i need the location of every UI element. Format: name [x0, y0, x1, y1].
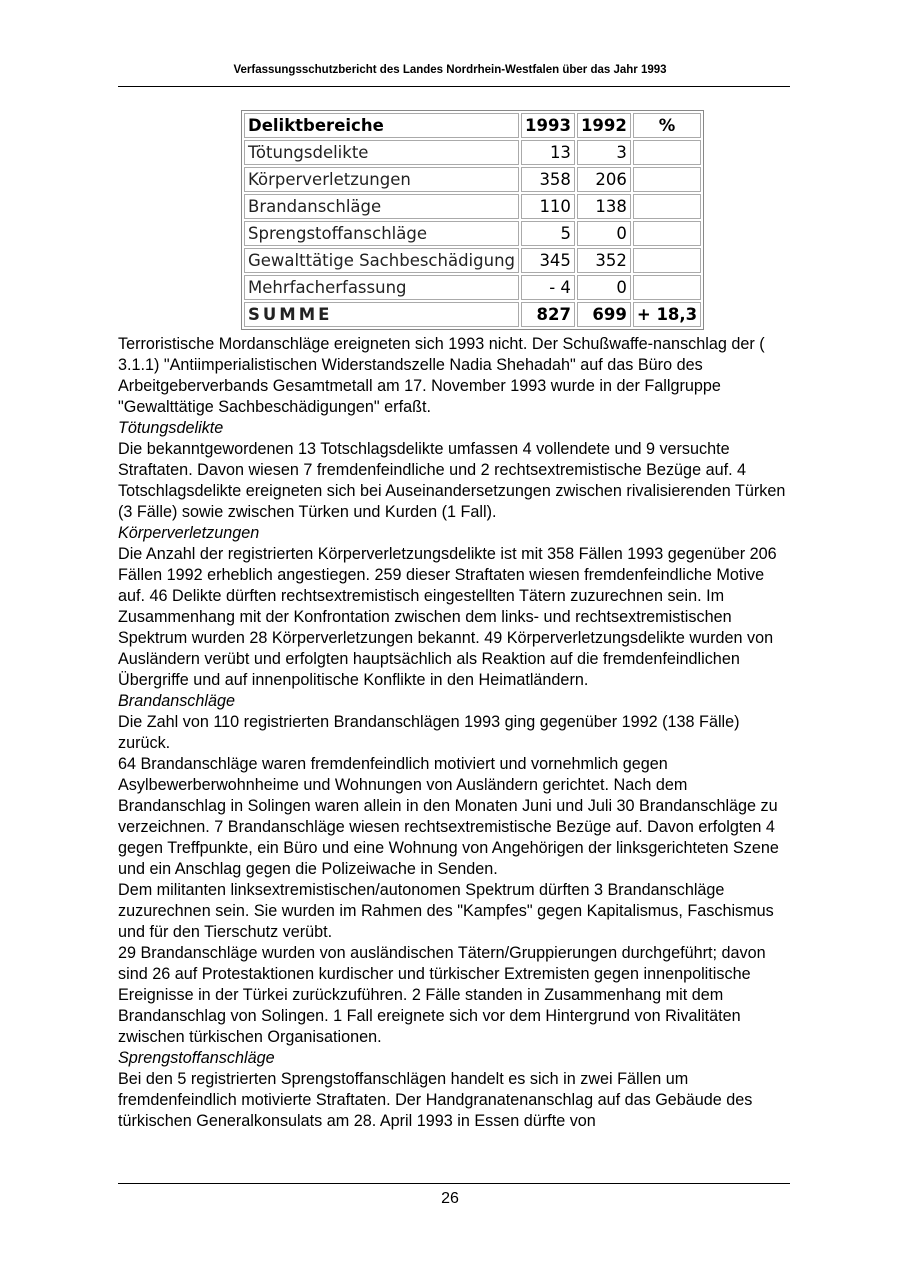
paragraph: Dem militanten linksextremistischen/autonomen Spektrum dürften 3 Brandanschläge zuzurechnen sein. Sie wurden im Rahmen des "Kampfes" gegen Kapitalismus, Faschismus und für den Tierschutz verübt.: [118, 881, 774, 941]
value-1992-cell: 352: [577, 248, 631, 273]
section-heading: Brandanschläge: [118, 692, 235, 710]
paragraph: Terroristische Mordanschläge ereigneten sich 1993 nicht. Der Schußwaffe-nanschlag der ( 3.1.1) "Antiimperialistischen Widerstandszelle Nadia Shehadah" auf das Büro des Arbeitgeberverbands Gesamtmetall am 17. November 1993 wurde in der Fallgruppe "Gewalttätige Sachbeschädigungen" erfaßt.: [118, 335, 765, 416]
value-1992-cell: 0: [577, 275, 631, 300]
statistics-table: [241, 110, 704, 330]
category-cell: Gewalttätige Sachbeschädigung: [244, 248, 519, 273]
value-1993-cell: 5: [521, 221, 575, 246]
table-row: [244, 194, 701, 219]
table-header-cell: %: [633, 113, 701, 138]
value-1992-cell: 0: [577, 221, 631, 246]
value-1993-cell: 345: [521, 248, 575, 273]
sum-percent-cell: + 18,3: [633, 302, 701, 327]
table-row: [244, 248, 701, 273]
category-cell: Sprengstoffanschläge: [244, 221, 519, 246]
table-header-row: [244, 113, 701, 138]
paragraph: 29 Brandanschläge wurden von ausländischen Tätern/Gruppierungen durchgeführt; davon sind 26 auf Protestaktionen kurdischer und türkischer Extremisten gegen innenpolitische Ereignisse in der Türkei zurückzuführen. 2 Fälle standen in Zusammenhang mit dem Brandanschlag von Solingen. 1 Fall ereignete sich vor dem Hintergrund von Rivalitäten zwischen türkischen Organisationen.: [118, 944, 766, 1046]
header-divider: [118, 86, 790, 87]
table-row: [244, 221, 701, 246]
percent-cell: [633, 140, 701, 165]
value-1993-cell: - 4: [521, 275, 575, 300]
table-header-cell: 1992: [577, 113, 631, 138]
percent-cell: [633, 275, 701, 300]
sum-1992-cell: 699: [577, 302, 631, 327]
value-1993-cell: 13: [521, 140, 575, 165]
section-heading: Sprengstoffanschläge: [118, 1049, 275, 1067]
table-header-cell: Deliktbereiche: [244, 113, 519, 138]
paragraph: Die Anzahl der registrierten Körperverletzungsdelikte ist mit 358 Fällen 1993 gegenüber 206 Fällen 1992 erheblich angestiegen. 259 dieser Straftaten wiesen fremdenfeindliche Motive auf. 46 Delikte dürften rechtsextremistisch eingestellten Tätern zuzurechnen sein. Im Zusammenhang mit der Konfrontation zwischen dem links- und rechtsextremistischen Spektrum wurden 28 Körperverletzungen bekannt. 49 Körperverletzungsdelikte wurden von Ausländern verübt und erfolgten hauptsächlich als Reaktion auf die fremdenfeindlichen Übergriffe und auf innenpolitische Konflikte in den Heimatländern.: [118, 545, 777, 689]
table-header-cell: 1993: [521, 113, 575, 138]
value-1993-cell: 358: [521, 167, 575, 192]
body-text: [118, 334, 793, 1132]
category-cell: Tötungsdelikte: [244, 140, 519, 165]
category-cell: Körperverletzungen: [244, 167, 519, 192]
section-heading: Körperverletzungen: [118, 524, 260, 542]
table-row: [244, 275, 701, 300]
paragraph: Die bekanntgewordenen 13 Totschlagsdelikte umfassen 4 vollendete und 9 versuchte Straftaten. Davon wiesen 7 fremdenfeindliche und 2 rechtsextremistische Bezüge auf. 4 Totschlagsdelikte ereigneten sich bei Auseinandersetzungen zwischen rivalisierenden Türken (3 Fälle) sowie zwischen Türken und Kurden (1 Fall).: [118, 440, 786, 521]
paragraph: Die Zahl von 110 registrierten Brandanschlägen 1993 ging gegenüber 1992 (138 Fälle) zurück.: [118, 713, 740, 752]
category-cell: Mehrfacherfassung: [244, 275, 519, 300]
percent-cell: [633, 167, 701, 192]
value-1992-cell: 3: [577, 140, 631, 165]
footer-divider: [118, 1183, 790, 1184]
percent-cell: [633, 221, 701, 246]
category-cell: Brandanschläge: [244, 194, 519, 219]
value-1992-cell: 138: [577, 194, 631, 219]
section-heading: Tötungsdelikte: [118, 419, 224, 437]
percent-cell: [633, 248, 701, 273]
page-number: 26: [441, 1190, 459, 1207]
paragraph: Bei den 5 registrierten Sprengstoffanschlägen handelt es sich in zwei Fällen um fremdenfeindlich motivierte Straftaten. Der Handgranatenanschlag auf das Gebäude des türkischen Generalkonsulats am 28. April 1993 in Essen dürfte von: [118, 1070, 753, 1130]
percent-cell: [633, 194, 701, 219]
table-row: [244, 140, 701, 165]
page-header: Verfassungsschutzbericht des Landes Nordrhein-Westfalen über das Jahr 1993: [233, 64, 667, 76]
sum-1993-cell: 827: [521, 302, 575, 327]
table-sum-row: [244, 302, 701, 327]
paragraph: 64 Brandanschläge waren fremdenfeindlich motiviert und vornehmlich gegen Asylbewerberwohnheime und Wohnungen von Ausländern gerichtet. Nach dem Brandanschlag in Solingen waren allein in den Monaten Juni und Juli 30 Brandanschläge zu verzeichnen. 7 Brandanschläge wiesen rechtsextremistische Bezüge auf. Davon erfolgten 4 gegen Treffpunkte, ein Büro und eine Wohnung von Angehörigen der linksgerichteten Szene und ein Anschlag gegen die Polizeiwache in Senden.: [118, 755, 779, 878]
value-1992-cell: 206: [577, 167, 631, 192]
sum-label-cell: SUMME: [244, 302, 519, 327]
statistics-table-container: [241, 110, 704, 330]
value-1993-cell: 110: [521, 194, 575, 219]
table-row: [244, 167, 701, 192]
